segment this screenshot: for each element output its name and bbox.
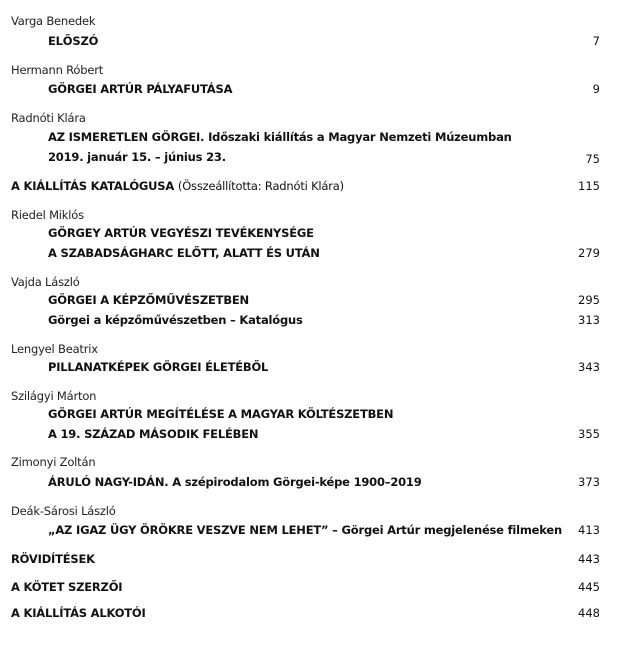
toc-page-number: 343 (578, 360, 600, 374)
toc-title[interactable]: GÖRGEI ARTÚR MEGÍTÉLÉSE A MAGYAR KÖLTÉSZETBEN (48, 407, 394, 421)
toc-author: Zimonyi Zoltán (11, 455, 96, 469)
toc-page-number: 279 (578, 246, 600, 260)
toc-author: Riedel Miklós (11, 208, 84, 222)
toc-subtitle[interactable]: Görgei a képzőművészetben – Katalógus (48, 313, 303, 327)
toc-author: Deák-Sárosi László (11, 504, 116, 518)
toc-author: Lengyel Beatrix (11, 342, 98, 356)
toc-page-number: 295 (578, 293, 600, 307)
toc-section-title[interactable]: A KIÁLLÍTÁS ALKOTÓI (11, 606, 146, 620)
toc-title[interactable]: AZ ISMERETLEN GÖRGEI. Időszaki kiállítás a Magyar Nemzeti Múzeumban (48, 130, 512, 144)
toc-page-number: 115 (578, 179, 600, 193)
toc-page-number: 373 (578, 475, 600, 489)
toc-title[interactable]: GÖRGEI ARTÚR PÁLYAFUTÁSA (48, 82, 233, 96)
toc-page-number: 9 (592, 82, 600, 96)
toc-author: Szilágyi Márton (11, 389, 97, 403)
toc-section-title[interactable] (11, 177, 571, 195)
toc-author: Hermann Róbert (11, 63, 104, 77)
toc-page-number: 443 (578, 552, 600, 566)
toc-page-number: 313 (578, 313, 600, 327)
toc-title[interactable]: ELŐSZÓ (48, 34, 99, 48)
toc-page-number: 7 (592, 34, 600, 48)
toc-title[interactable]: GÖRGEY ARTÚR VEGYÉSZI TEVÉKENYSÉGE (48, 226, 314, 240)
toc-page-number: 448 (578, 606, 600, 620)
toc-section-title[interactable]: A KÖTET SZERZŐI (11, 580, 123, 594)
toc-section-title[interactable]: RÖVIDÍTÉSEK (11, 552, 95, 566)
toc-title-continued[interactable]: A 19. SZÁZAD MÁSODIK FELÉBEN (48, 427, 259, 441)
section-note: (Összeállította: Radnóti Klára) (177, 179, 344, 193)
toc-title[interactable]: PILLANATKÉPEK GÖRGEI ÉLETÉBŐL (48, 360, 269, 374)
toc-author: Vajda László (11, 275, 80, 289)
toc-title[interactable]: GÖRGEI A KÉPZŐMŰVÉSZETBEN (48, 293, 249, 307)
toc-title[interactable]: ÁRULÓ NAGY-IDÁN. A szépirodalom Görgei-képe 1900–2019 (48, 475, 422, 489)
toc-page-number: 75 (585, 152, 600, 166)
toc-page-number: 413 (578, 523, 600, 537)
toc-page-number: 445 (578, 580, 600, 594)
toc-page-number: 355 (578, 427, 600, 441)
section-title-text: A KIÁLLÍTÁS KATALÓGUSA (11, 179, 175, 193)
toc-title-continued[interactable]: A SZABADSÁGHARC ELŐTT, ALATT ÉS UTÁN (48, 246, 320, 260)
toc-title-continued[interactable]: 2019. január 15. – június 23. (48, 150, 226, 164)
toc-title[interactable]: „AZ IGAZ ÜGY ÖRÖKRE VESZVE NEM LEHET” – Görgei Artúr megjelenése filmeken (48, 523, 562, 537)
toc-author: Radnóti Klára (11, 111, 86, 125)
toc-author: Varga Benedek (11, 14, 96, 28)
